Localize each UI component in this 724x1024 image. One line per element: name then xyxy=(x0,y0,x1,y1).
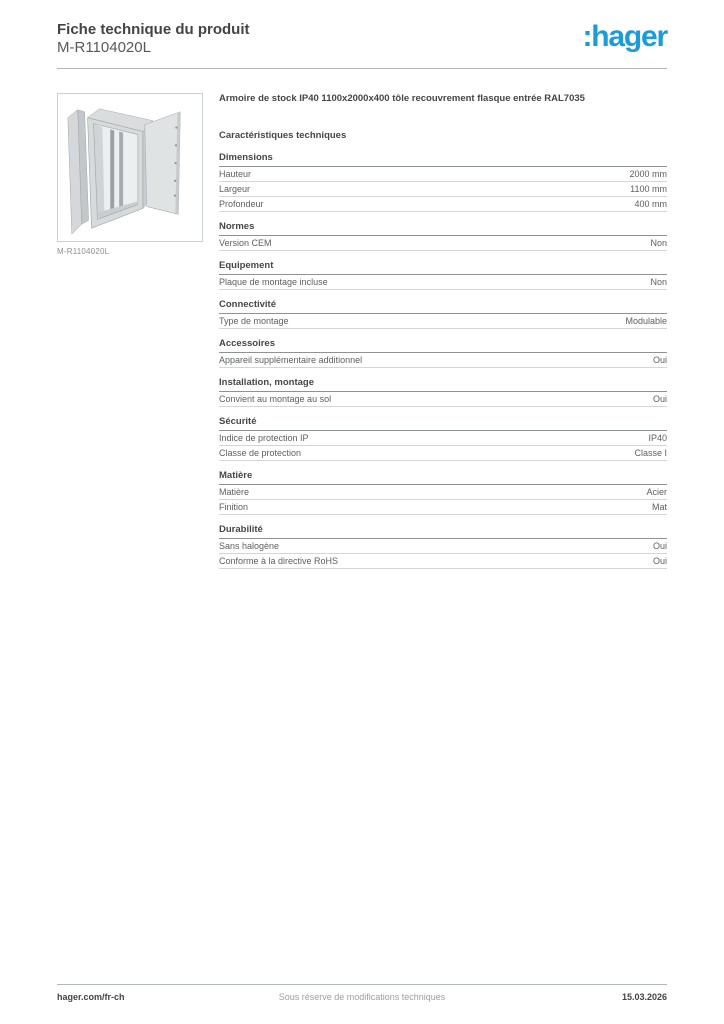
characteristics-sections xyxy=(219,153,667,569)
spec-value: Modulable xyxy=(625,316,667,326)
spec-row xyxy=(219,554,667,569)
spec-value: Oui xyxy=(652,394,667,404)
spec-value: 1100 mm xyxy=(630,184,667,194)
spec-label: Appareil supplémentaire additionnel xyxy=(219,355,363,365)
spec-label: Type de montage xyxy=(219,316,289,326)
spec-section-heading: Equipement xyxy=(219,261,667,275)
spec-value: Non xyxy=(650,238,667,248)
spec-section-heading: Dimensions xyxy=(219,153,667,167)
spec-row xyxy=(219,314,667,329)
spec-section-heading: Sécurité xyxy=(219,417,667,431)
spec-section xyxy=(219,300,667,329)
spec-label: Version CEM xyxy=(219,238,272,248)
spec-section xyxy=(219,339,667,368)
spec-label: Matière xyxy=(219,487,250,497)
page-header xyxy=(57,21,667,57)
spec-section-heading: Matière xyxy=(219,471,667,485)
header-divider xyxy=(57,68,667,69)
spec-section-heading: Installation, montage xyxy=(219,378,667,392)
spec-label: Classe de protection xyxy=(219,448,302,458)
product-title: Armoire de stock IP40 1100x2000x400 tôle recouvrement flasque entrée RAL7035 xyxy=(219,93,585,104)
product-figure xyxy=(57,93,203,256)
footer-date: 15.03.2026 xyxy=(621,992,667,1002)
spec-value: Classe I xyxy=(634,448,667,458)
spec-row xyxy=(219,275,667,290)
spec-section xyxy=(219,378,667,407)
spec-label: Indice de protection IP xyxy=(219,433,309,443)
spec-section xyxy=(219,417,667,461)
spec-label: Hauteur xyxy=(219,169,252,179)
product-image xyxy=(57,93,203,242)
spec-value: Acier xyxy=(646,487,667,497)
cabinet-drawing-icon xyxy=(58,94,202,241)
page-title: Fiche technique du produit xyxy=(57,21,250,38)
spec-label: Conforme à la directive RoHS xyxy=(219,556,339,566)
spec-row xyxy=(219,392,667,407)
spec-row xyxy=(219,353,667,368)
spec-section xyxy=(219,261,667,290)
characteristics-heading: Caractéristiques techniques xyxy=(219,130,347,141)
product-image-caption: M-R1104020L xyxy=(57,247,110,256)
spec-label: Largeur xyxy=(219,184,251,194)
spec-value: 2000 mm xyxy=(629,169,667,179)
spec-section xyxy=(219,471,667,515)
spec-label: Profondeur xyxy=(219,199,264,209)
spec-section xyxy=(219,525,667,569)
spec-section xyxy=(219,153,667,212)
hager-logo: :hager xyxy=(582,20,667,53)
spec-section-heading: Durabilité xyxy=(219,525,667,539)
footer-disclaimer: Sous réserve de modifications techniques xyxy=(278,992,446,1002)
spec-section xyxy=(219,222,667,251)
spec-row xyxy=(219,485,667,500)
spec-label: Sans halogène xyxy=(219,541,280,551)
spec-value: IP40 xyxy=(648,433,667,443)
spec-row xyxy=(219,236,667,251)
spec-row xyxy=(219,446,667,461)
spec-section-heading: Connectivité xyxy=(219,300,667,314)
spec-value: 400 mm xyxy=(634,199,667,209)
spec-row xyxy=(219,431,667,446)
spec-label: Convient au montage au sol xyxy=(219,394,332,404)
spec-label: Finition xyxy=(219,502,249,512)
product-code: M-R1104020L xyxy=(57,39,151,56)
spec-value: Oui xyxy=(652,556,667,566)
footer-website-link[interactable]: hager.com/fr-ch xyxy=(57,992,125,1002)
spec-row xyxy=(219,539,667,554)
spec-value: Oui xyxy=(652,541,667,551)
spec-row xyxy=(219,167,667,182)
spec-value: Non xyxy=(650,277,667,287)
spec-section-heading: Accessoires xyxy=(219,339,667,353)
spec-row xyxy=(219,182,667,197)
spec-section-heading: Normes xyxy=(219,222,667,236)
spec-row xyxy=(219,197,667,212)
specs-column xyxy=(219,93,667,569)
spec-label: Plaque de montage incluse xyxy=(219,277,328,287)
spec-row xyxy=(219,500,667,515)
footer-divider xyxy=(57,984,667,985)
spec-value: Oui xyxy=(652,355,667,365)
spec-value: Mat xyxy=(651,502,667,512)
